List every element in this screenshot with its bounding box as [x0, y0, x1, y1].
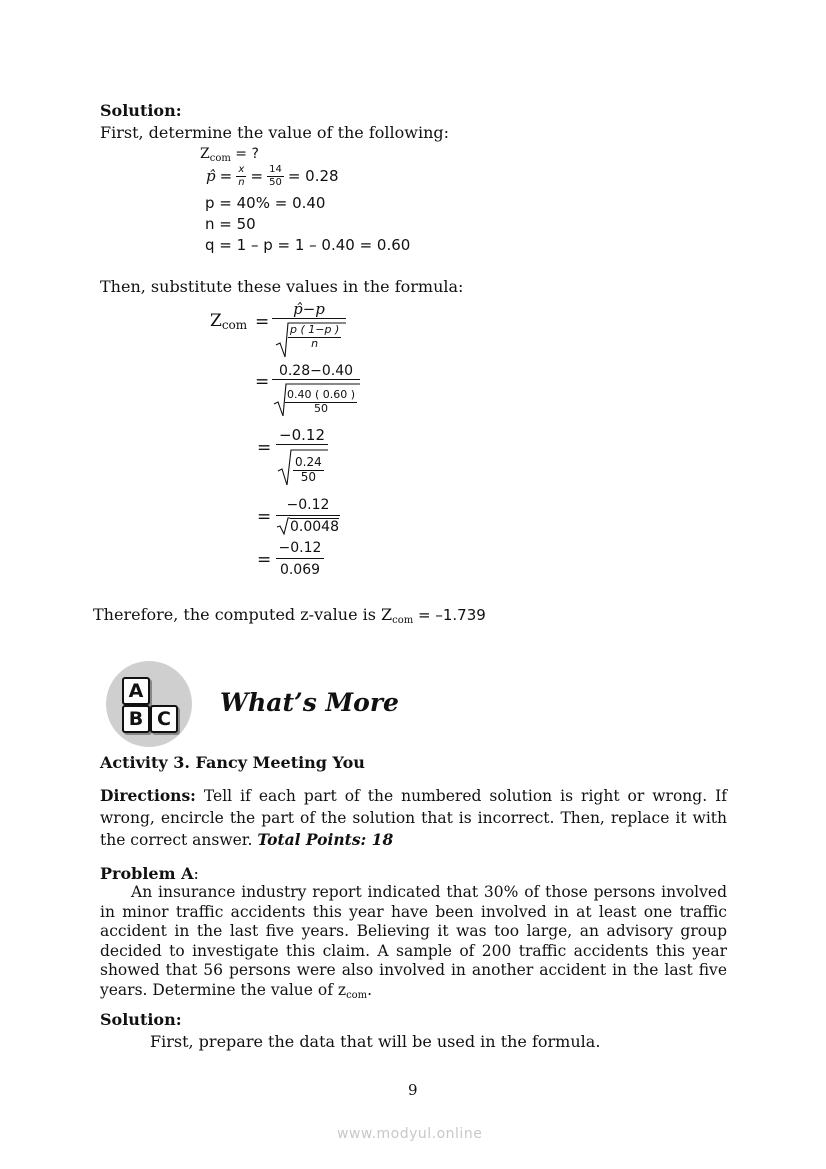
- watermark: www.modyul.online: [337, 1126, 483, 1142]
- step4-numerator: −0.12: [276, 497, 340, 516]
- zcom-formula-label: $Z_{com}$: [210, 311, 248, 332]
- block-a: A: [122, 677, 150, 705]
- activity-title: Activity 3. Fancy Meeting You: [100, 753, 365, 772]
- step2-inner-den: 50: [314, 401, 329, 415]
- step4-denominator: 0.0048: [290, 519, 339, 535]
- formula-step-1: [272, 300, 346, 359]
- step2-numerator: 0.28−0.40: [272, 363, 360, 380]
- q-line: q = 1 – p = 1 – 0.40 = 0.60: [205, 236, 411, 254]
- formula-step-3: [276, 426, 328, 487]
- block-c: C: [150, 705, 178, 733]
- equals-sign: =: [257, 550, 272, 570]
- step1-inner-den: n: [311, 336, 319, 350]
- radical-sign: [276, 517, 290, 535]
- section-title: What’s More: [220, 688, 399, 717]
- step5-numerator: −0.12: [276, 540, 324, 559]
- step3-inner-den: 50: [300, 469, 316, 484]
- n-line: n = 50: [205, 215, 256, 233]
- step5-denominator: 0.069: [279, 562, 321, 578]
- step3-numerator: −0.12: [276, 426, 328, 445]
- zcom-given: $Z_{com}$ = ?: [200, 146, 259, 164]
- step1-numerator: p̂−p: [272, 300, 346, 319]
- step3-inner-num: 0.24: [295, 455, 322, 469]
- equals-sign: =: [257, 438, 272, 458]
- formula-step-4: [276, 497, 340, 535]
- equals-sign: =: [255, 312, 270, 332]
- step1-inner-num: p ( 1−p ): [290, 323, 340, 336]
- abc-blocks-icon: [106, 661, 192, 747]
- formula-step-2: [272, 363, 360, 420]
- step2-inner-num: 0.40 ( 0.60 ): [287, 388, 356, 401]
- solution-heading: Solution:: [100, 101, 182, 120]
- p-line: p = 40% = 0.40: [205, 194, 326, 212]
- solution-heading-2: Solution:: [100, 1010, 182, 1029]
- block-b: B: [122, 705, 150, 733]
- formula-step-5: [276, 540, 324, 578]
- substitute-text: Then, substitute these values in the formula:: [100, 277, 464, 296]
- directions-paragraph: Directions: Tell if each part of the numbered solution is right or wrong. If wrong, encircle the part of the solution that is incorrect. Then, replace it with the correct answer. Total Points: 18: [100, 786, 727, 849]
- equals-sign: =: [255, 372, 270, 392]
- conclusion-text: Therefore, the computed z-value is $Z_{com} = -1.739$: [93, 605, 486, 626]
- equals-sign: =: [257, 507, 272, 527]
- solution-intro-2: First, prepare the data that will be used in the formula.: [150, 1032, 601, 1051]
- phat-line: p̂ = $\frac{x}{n}$ = $\frac{14}{50}$ = 0.28: [206, 164, 339, 188]
- problem-a-text: An insurance industry report indicated that 30% of those persons involved in minor traffic accidents this year have been involved in at least one traffic accident in the last five years. Believing it was too large, an advisory group decided to investigate this claim. A sample of 200 traffic accidents this year showed that 56 persons were also involved in another accident in the last five years. Determine the value of $z_{com}$.: [100, 883, 727, 1001]
- solution-intro: First, determine the value of the following:: [100, 123, 450, 142]
- problem-a-label: Problem A:: [100, 864, 199, 883]
- page-number: 9: [408, 1081, 418, 1099]
